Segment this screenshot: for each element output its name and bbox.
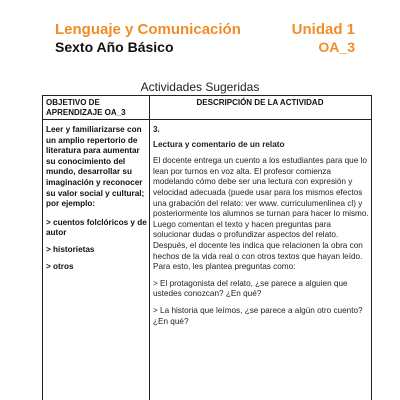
objective-cell [46, 125, 147, 278]
unit-label: Unidad 1 [291, 21, 355, 38]
column-header-objective: OBJETIVO DE APRENDIZAJE OA_3 [46, 98, 126, 117]
column-divider [149, 96, 150, 400]
section-title: Actividades Sugeridas [140, 80, 260, 94]
subject-title: Lenguaje y Comunicación [55, 21, 241, 38]
table-header-row [43, 96, 371, 120]
column-header-activity: DESCRIPCIÓN DE LA ACTIVIDAD [196, 98, 324, 107]
activity-cell [153, 125, 369, 333]
activity-paragraph: El docente entrega un cuento a los estudiantes para que lo lean por turnos en voz alta. El profesor comienza modelando cómo debe ser una lectura con expresión y velocidad adecuada (puede usar para los mismos efectos una grabación del relato: ver www. curriculumenlinea cl) y posteriormente los alumnos se turnan para hacer lo mismo. Luego comentan el texto y hacen preguntas para solucionar dudas o profundizar aspectos del relato. Después, el docente les indica que relacionen la obra con hechos de la vida real o con otros textos que hayan leído. Para esto, les plantea preguntas como: [153, 156, 369, 272]
activity-title: Lectura y comentario de un relato [153, 139, 285, 149]
activity-question: > La historia que leímos, ¿se parece a algún otro cuento? ¿En qué? [153, 305, 363, 326]
objective-text: Leer y familiarizarse con un amplio repertorio de literatura para aumentar su conocimiento del mundo, desarrollar su imaginación y reconocer su valor social y cultural; por ejemplo: [46, 125, 145, 209]
objective-item: > cuentos folclóricos y de autor [46, 217, 147, 238]
objective-item: > historietas [46, 244, 95, 254]
objective-item: > otros [46, 261, 74, 271]
activity-number: 3. [153, 125, 160, 134]
oa-label: OA_3 [318, 39, 355, 55]
activities-table [42, 95, 372, 400]
grade-subtitle: Sexto Año Básico [55, 39, 174, 55]
activity-question: > El protagonista del relato, ¿se parece a alguien que ustedes conozcan? ¿En qué? [153, 278, 348, 299]
